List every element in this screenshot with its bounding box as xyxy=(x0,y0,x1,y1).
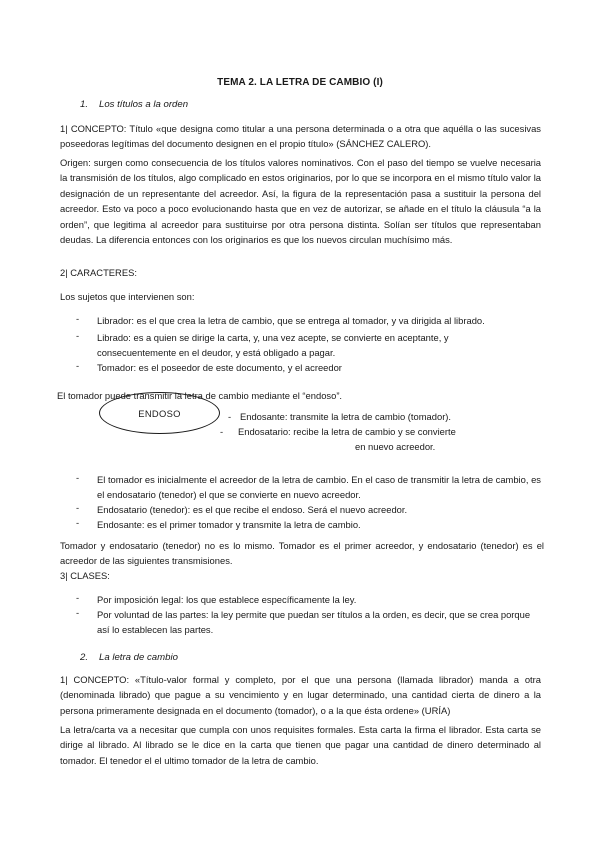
caracteres-heading: 2| CARACTERES: xyxy=(60,267,137,278)
clases-heading: 3| CLASES: xyxy=(60,570,110,581)
list-item-endosatario: Endosatario (tenedor): es el que recibe el endoso. Será el nuevo acreedor. xyxy=(97,504,408,515)
sujetos-intro: Los sujetos que intervienen son: xyxy=(60,291,195,302)
bullet-dash: - xyxy=(76,592,80,603)
bullet-dash: - xyxy=(76,330,80,341)
bullet-dash: - xyxy=(76,517,80,528)
origen-paragraph: Origen: surgen como consecuencia de los títulos valores nominativos. Con el paso del tiempo se vuelve necesaria la transmisión de los títulos, algo complicado en estos originarios, por lo que se incorpora en el mismo título valor la designación de un representante del acreedor. Así, la figura de la representación pasa a sustituir la persona del acreedor. Esto va poco a poco evolucionando hasta que en vez de autorizar, se añade en el título la cláusula “a la orden”, que legitima al acreedor para sustituirse por otra persona distinta. Solían ser títulos que representaban deudas. La diferencia entonces con los originarios es que los nuevos circulan muchísimo más. xyxy=(60,157,541,246)
list-item-tomador: Tomador: es el poseedor de este documento, y el acreedor xyxy=(97,362,342,373)
list-item-tomador-acreedor: El tomador es inicialmente el acreedor de la letra de cambio. En el caso de transmitir la letra de cambio, es el endosatario (tenedor) el que se convierte en nuevo acreedor. xyxy=(97,474,541,501)
list-item-endosante: Endosante: es el primer tomador y transmite la letra de cambio. xyxy=(97,519,361,530)
bullet-dash: - xyxy=(76,607,80,618)
concepto-paragraph: 1| CONCEPTO: Título «que designa como titular a una persona determinada o a otra que aquélla o las sucesivas poseedoras legítimas del documento designen en el propio título» (SÁNCHEZ CALERO). xyxy=(60,123,541,150)
endoso-label: ENDOSO xyxy=(138,407,181,419)
section-label: Los títulos a la orden xyxy=(99,99,189,110)
bullet-dash: - xyxy=(76,360,80,371)
section-number: 2. xyxy=(80,652,89,663)
bullet-dash: - xyxy=(220,426,224,437)
section-number: 1. xyxy=(80,99,89,110)
bullet-dash: - xyxy=(76,502,80,513)
list-item-imposicion-legal: Por imposición legal: los que establece específicamente la ley. xyxy=(97,594,357,605)
list-item-librador: Librador: es el que crea la letra de cambio, que se entrega al tomador, y va dirigida al librado. xyxy=(97,315,485,326)
document-title: TEMA 2. LA LETRA DE CAMBIO (I) xyxy=(217,77,383,88)
endosatario-item-cont: en nuevo acreedor. xyxy=(355,441,436,452)
bullet-dash: - xyxy=(76,472,80,483)
bullet-dash: - xyxy=(228,411,232,422)
section-label: La letra de cambio xyxy=(99,652,178,663)
endosante-item: Endosante: transmite la letra de cambio (tomador). xyxy=(240,411,452,422)
section-heading-1 xyxy=(80,99,188,110)
list-item-voluntad-partes: Por voluntad de las partes: la ley permite que puedan ser títulos a la orden, es decir, que se crea porque así lo establecen las partes. xyxy=(97,609,531,636)
endoso-intro: El tomador puede transmitir la letra de cambio mediante el “endoso”. xyxy=(57,390,343,401)
letra-carta-paragraph: La letra/carta va a necesitar que cumpla con unos requisites formales. Esta carta la firma el librador. Esta carta se dirige al librado. Al librado se le dice en la carta que tienen que pagar una cantidad de dinero determinado al tomador. El tenedor el el ultimo tomador de la letra de cambio. xyxy=(60,724,541,766)
bullet-dash: - xyxy=(76,313,80,324)
tomador-endosatario-paragraph: Tomador y endosatario (tenedor) no es lo mismo. Tomador es el primer acreedor, y endosatario (tenedor) es el acreedor de las siguientes transmisiones. xyxy=(60,540,544,566)
concepto-letra-paragraph: 1| CONCEPTO: «Título-valor formal y completo, por el que una persona (llamada librador) manda a otra (denominada librado) que pague a su vencimiento y en lugar determinado, una cantidad cierta de dinero a la persona primeramente designada en el documento (tomador), o a la que ésta ordene» (URÍA) xyxy=(60,674,541,716)
endoso-ellipse xyxy=(99,392,220,434)
list-item-librado: Librado: es a quien se dirige la carta, y, una vez acepte, se convierte en aceptante, y consecuentemente en el deudor, y está obligado a pagar. xyxy=(97,332,449,359)
endosatario-item: Endosatario: recibe la letra de cambio y se convierte xyxy=(238,426,456,437)
section-heading-2 xyxy=(80,652,178,663)
